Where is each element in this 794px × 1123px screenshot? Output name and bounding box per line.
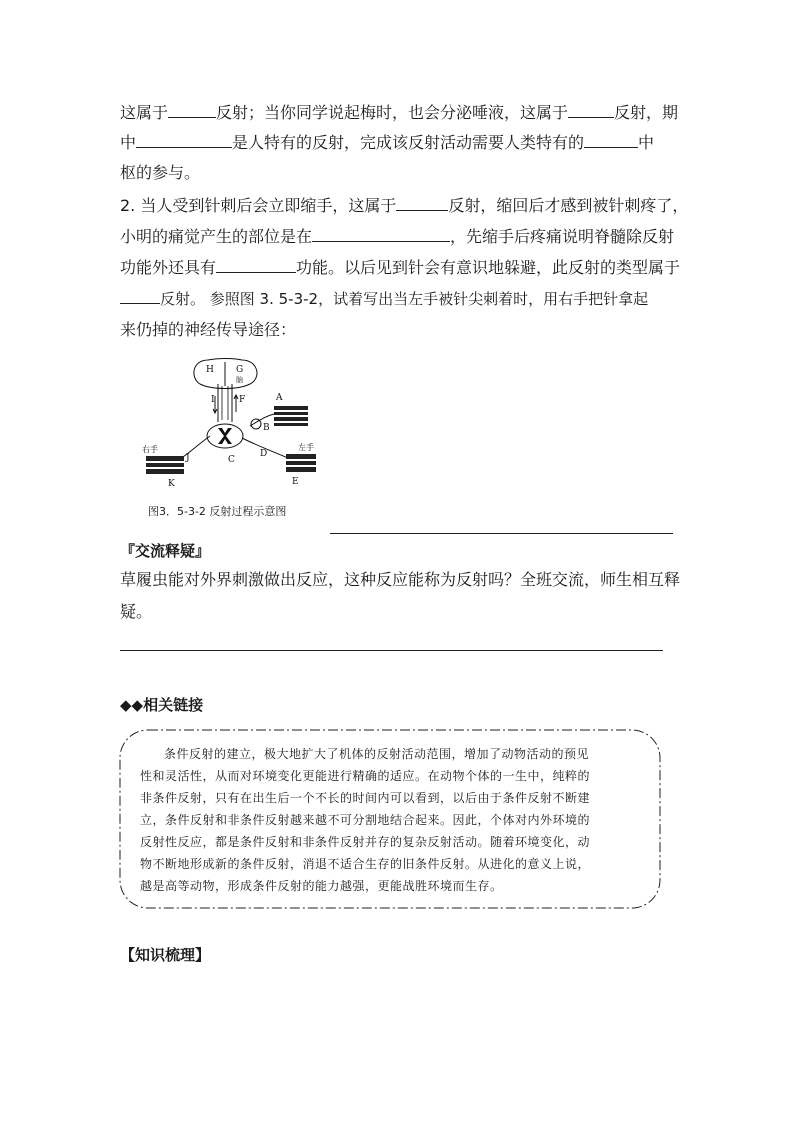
related-line-1: 条件反射的建立，极大地扩大了机体的反射活动范围，增加了动物活动的预见 — [164, 747, 590, 761]
left-hand-receptor — [286, 454, 316, 472]
figure-caption: 图3．5-3-2 反射过程示意图 — [148, 505, 287, 518]
label-d: D — [260, 449, 268, 459]
label-f: F — [239, 395, 246, 405]
text-segment: 反射，期 — [614, 103, 679, 122]
text-line-8 — [120, 320, 296, 340]
fill-blank[interactable] — [216, 258, 296, 273]
spinal-tract — [218, 384, 232, 422]
related-line-3: 非条件反射，只有在出生后一个不长的时间内可以看到，以后由于条件反射不断建 — [140, 791, 591, 805]
related-line-2: 性和灵活性，从而对环境变化更能进行精确的适应。在动物个体的一生中，纯粹的 — [140, 769, 591, 783]
text-line-5 — [120, 227, 674, 247]
related-heading: ◆◆相关链接 — [120, 696, 204, 714]
exchange-heading: 『交流释疑』 — [120, 542, 211, 560]
text-line-3 — [120, 163, 200, 183]
text-segment: 小明的痛觉产生的部位是在 — [120, 227, 313, 246]
answer-line[interactable] — [120, 650, 663, 651]
text-segment: 枢的参与。 — [120, 163, 201, 182]
text-segment: 反射。 参照图 3. 5-3-2，试着写出当左手被针尖刺着时，用右手把针拿起 — [160, 290, 649, 308]
muscle-a — [274, 406, 308, 426]
fill-blank[interactable] — [120, 289, 160, 304]
related-line-6: 物不断地形成新的条件反射，消退不适合生存的旧条件反射。从进化的意义上说， — [140, 857, 591, 871]
label-brain: 脑 — [236, 376, 243, 384]
exchange-text-2: 疑。 — [120, 602, 153, 621]
text-segment: 中 — [120, 133, 137, 152]
text-segment: 2. 当人受到针刺后会立即缩手，这属于 — [120, 196, 397, 215]
text-segment: ，先缩手后疼痛说明脊髓除反射 — [450, 227, 675, 246]
related-line-5: 反射性反应，都是条件反射和非条件反射并存的复杂反射活动。随着环境变化，动 — [140, 835, 591, 849]
text-segment: 中 — [638, 133, 655, 152]
label-a: A — [276, 393, 283, 403]
label-k: K — [168, 479, 175, 489]
text-segment: 这属于 — [120, 103, 169, 122]
grey-matter — [218, 428, 232, 444]
reflex-diagram — [138, 356, 338, 492]
text-segment: 反射；当你同学说起梅时，也会分泌唾液，这属于 — [216, 103, 569, 122]
related-line-4: 立，条件反射和非条件反射越来越不可分割地结合起来。因此，个体对内外环境的 — [140, 813, 591, 827]
label-b: B — [263, 423, 270, 433]
related-line-7: 越是高等动物，形成条件反射的能力越强，更能战胜环境而生存。 — [140, 879, 503, 893]
fill-blank[interactable] — [136, 133, 232, 148]
label-right-hand: 右手 — [142, 445, 158, 454]
fill-blank[interactable] — [584, 133, 638, 148]
fill-blank[interactable] — [168, 103, 216, 118]
knowledge-heading: 【知识梳理】 — [120, 946, 211, 964]
answer-line[interactable] — [330, 533, 673, 534]
right-hand-effector — [146, 456, 184, 474]
label-i: I — [211, 395, 215, 405]
text-segment: 功能外还具有 — [120, 258, 217, 277]
fill-blank[interactable] — [396, 196, 448, 211]
fill-blank[interactable] — [568, 103, 614, 118]
label-left-hand: 左手 — [298, 443, 314, 452]
text-line-2 — [120, 133, 654, 153]
label-h: H — [206, 365, 214, 375]
label-j: J — [186, 453, 190, 463]
text-line-4 — [120, 196, 688, 216]
label-g: G — [236, 365, 244, 375]
text-segment: 是人特有的反射，完成该反射活动需要人类特有的 — [232, 133, 585, 152]
text-segment: 反射，缩回后才感到被针刺疼了， — [448, 196, 689, 215]
exchange-text-1: 草履虫能对外界刺激做出反应，这种反应能称为反射吗？全班交流，师生相互释 — [120, 570, 681, 589]
text-line-7 — [120, 289, 648, 309]
label-e: E — [292, 477, 299, 487]
text-segment: 功能。以后见到针会有意识地躲避，此反射的类型属于 — [296, 258, 681, 277]
text-line-6 — [120, 258, 680, 278]
text-segment: 来仍掉的神经传导途径： — [120, 320, 297, 339]
fill-blank[interactable] — [312, 227, 450, 242]
label-c: C — [228, 455, 235, 465]
text-line-1 — [120, 103, 678, 123]
